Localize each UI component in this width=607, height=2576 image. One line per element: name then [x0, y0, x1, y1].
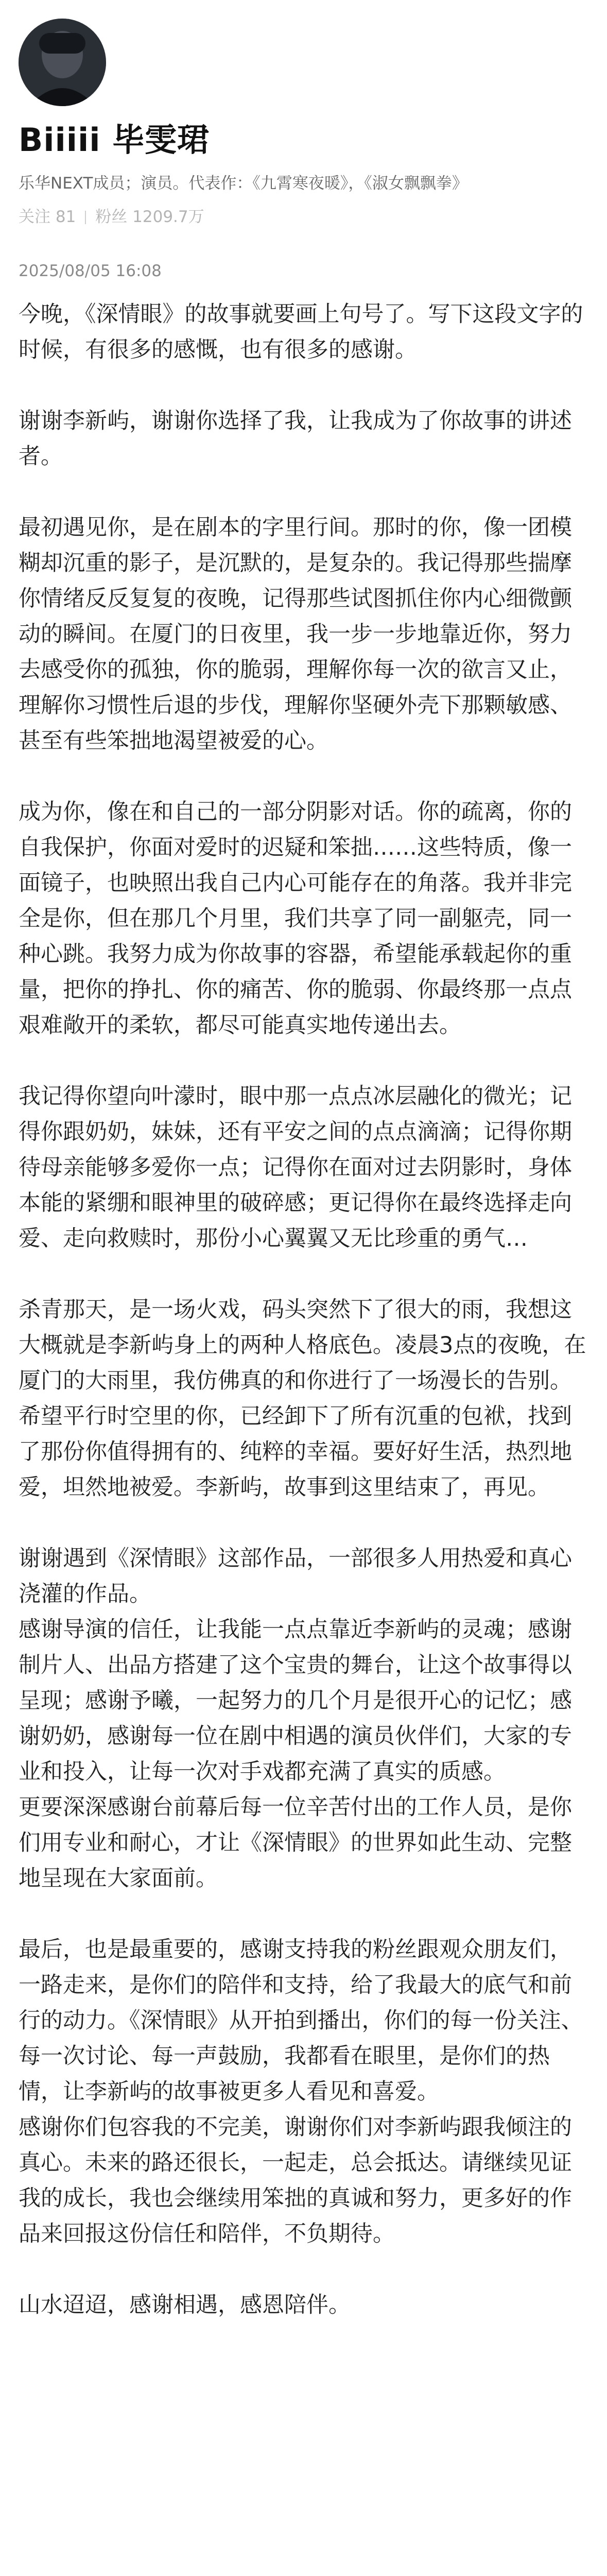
post-body — [19, 297, 590, 2323]
post-paragraph: 感谢导演的信任，让我能一点点靠近李新屿的灵魂；感谢制片人、出品方搭建了这个宝贵的舞台，让这个故事得以呈现；感谢予曦，一起努力的几个月是很开心的记忆；感谢奶奶，感谢每一位在剧中相遇的演员伙伴们，大家的专业和投入，让每一次对手戏都充满了真实的质感。 — [19, 1617, 572, 1785]
post-paragraph: 谢谢遇到《深情眼》这部作品，一部很多人用热爱和真心浇灌的作品。 — [19, 1546, 572, 1607]
post-paragraph: 更要深深感谢台前幕后每一位辛苦付出的工作人员，是你们用专业和耐心，才让《深情眼》的世界如此生动、完整地呈现在大家面前。 — [19, 1794, 572, 1891]
followers-count[interactable]: 粉丝 1209.7万 — [95, 208, 204, 226]
post-paragraph: 我记得你望向叶濛时，眼中那一点点冰层融化的微光；记得你跟奶奶，妹妹，还有平安之间的点点滴滴；记得你期待母亲能够多爱你一点；记得你在面对过去阴影时，身体本能的紧绷和眼神里的破碎感；更记得你在最终选择走向爱、走向救赎时，那份小心翼翼又无比珍重的勇气… — [19, 1083, 572, 1251]
stats-divider — [85, 211, 86, 224]
post-paragraph: 杀青那天，是一场火戏，码头突然下了很大的雨，我想这大概就是李新屿身上的两种人格底色。凌晨3点的夜晚，在厦门的大雨里，我仿佛真的和你进行了一场漫长的告别。希望平行时空里的你，已经卸下了所有沉重的包袱，找到了那份你值得拥有的、纯粹的幸福。要好好生活，热烈地爱，坦然地被爱。李新屿，故事到这里结束了，再见。 — [19, 1297, 586, 1500]
profile-stats — [19, 204, 204, 227]
profile-bio: 乐华NEXT成员；演员。代表作：《九霄寒夜暖》，《淑女飘飘拳》 — [19, 174, 468, 193]
post-paragraph: 今晚，《深情眼》的故事就要画上句号了。写下这段文字的时候，有很多的感慨，也有很多的感谢。 — [19, 301, 583, 363]
post-paragraph: 最后，也是最重要的，感谢支持我的粉丝跟观众朋友们，一路走来，是你们的陪伴和支持，给了我最大的底气和前行的动力。《深情眼》从开拍到播出，你们的每一份关注、每一次讨论、每一声鼓励，我都看在眼里，是你们的热情，让李新屿的故事被更多人看见和喜爱。 — [19, 1937, 583, 2105]
profile-header — [0, 0, 607, 289]
avatar[interactable] — [19, 19, 106, 106]
following-count[interactable]: 关注 81 — [19, 208, 76, 226]
post-paragraph: 感谢你们包容我的不完美，谢谢你们对李新屿跟我倾注的真心。未来的路还很长，一起走，总会抵达。请继续见证我的成长，我也会继续用笨拙的真诚和努力，更多好的作品来回报这份信任和陪伴，不负期待。 — [19, 2114, 572, 2247]
post-date: 2025/08/05 16:08 — [19, 262, 162, 280]
post-paragraph: 成为你，像在和自己的一部分阴影对话。你的疏离，你的自我保护，你面对爱时的迟疑和笨拙……这些特质，像一面镜子，也映照出我自己内心可能存在的角落。我并非完全是你，但在那几个月里，我们共享了同一副躯壳，同一种心跳。我努力成为你故事的容器，希望能承载起你的重量，把你的挣扎、你的痛苦、你的脆弱、你最终那一点点艰难敞开的柔软，都尽可能真实地传递出去。 — [19, 799, 572, 1038]
post-paragraph: 最初遇见你，是在剧本的字里行间。那时的你，像一团模糊却沉重的影子，是沉默的，是复杂的。我记得那些揣摩你情绪反反复复的夜晚，记得那些试图抓住你内心细微颤动的瞬间。在厦门的日夜里，我一步一步地靠近你，努力去感受你的孤独，你的脆弱，理解你每一次的欲言又止，理解你习惯性后退的步伐，理解你坚硬外壳下那颗敏感、甚至有些笨拙地渴望被爱的心。 — [19, 515, 572, 754]
post-paragraph: 谢谢李新屿，谢谢你选择了我，让我成为了你故事的讲述者。 — [19, 408, 572, 469]
profile-name[interactable]: Biiiii 毕雯珺 — [19, 121, 210, 159]
post-paragraph: 山水迢迢，感谢相遇，感恩陪伴。 — [19, 2292, 351, 2318]
avatar-image — [19, 19, 106, 106]
